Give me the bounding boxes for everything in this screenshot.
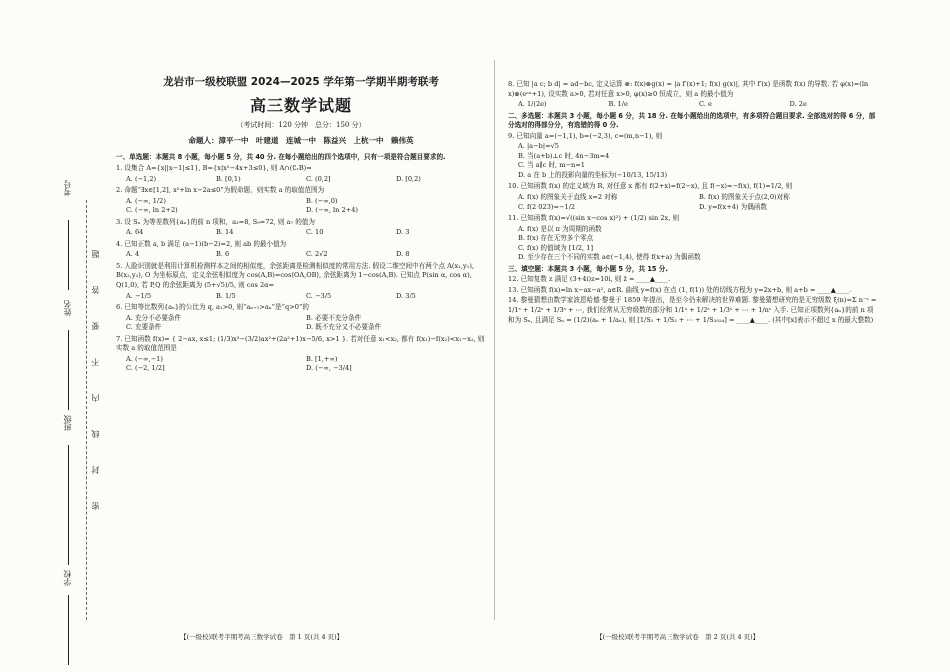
option: D. 3 <box>396 228 410 237</box>
option: D. 3/5 <box>396 291 416 300</box>
option: D. a 在 b 上的投影向量的坐标为(−10/13, 15/13) <box>518 170 668 179</box>
question-13: 13. 已知函数 f(x)=ln x−ax−a², a∈R. 曲线 y=f(x) 在点 (1, f(1)) 处的切线方程为 y=2x+b, 则 a+b = ____▲____. <box>508 285 852 294</box>
subject-title: 高三数学试题 <box>249 96 352 116</box>
right-column <box>508 80 880 326</box>
question-5-options <box>126 292 486 302</box>
option: C. (0,2] <box>306 174 331 183</box>
question-12: 12. 已知复数 z 满足 (3+4i)z=10i, 则 z̄ = ____▲____. <box>508 275 671 284</box>
option: D. 2e <box>789 100 807 109</box>
question-11: 11. 已知函数 f(x)=√((sin x−cos x)²) + (1/2) sin 2x, 则 <box>508 214 680 223</box>
question-4-options <box>126 250 486 260</box>
question-9-options <box>518 142 880 180</box>
question-4: 4. 已知正数 a, b 满足 (a−1)(b−2)=2, 则 ab 的最小值为 <box>116 239 287 248</box>
column-divider <box>494 60 495 620</box>
option: B. f(x) 的图象关于点(2,0)对称 <box>699 193 790 202</box>
exam-info: （考试时间：120 分钟 总分：150 分） <box>236 121 366 130</box>
option: B. 1/e <box>608 100 628 109</box>
question-8: 8. 已知 |a c; b d| = ad−bc, 定义运算 ⊗: f(x)⊗g(x) = |a f′(x)+1; f(x) g(x)|, 其中 f′(x) 是函数 f(x) 的导数. 若 φ(x)=(ln x)⊗(eᵃˣ+1), 设实数 a>0, 若对任意 x>0, φ(x)≥0 恒成立，则 a 的最小值为 <box>508 80 869 98</box>
option: D. y=f(x+4) 为偶函数 <box>699 202 767 211</box>
option: B. 必要不充分条件 <box>306 313 362 322</box>
option: D. (−∞, ln 2+4) <box>306 206 358 215</box>
option: B. 当(a+b)⊥c 时, 4n−3m=4 <box>518 151 610 160</box>
school-line <box>68 595 69 665</box>
footer-right: 【(一级校)联考半期考高三数学试卷 第 2 页(共 4 页)】 <box>596 633 760 641</box>
seal-text: 密 封 线 内 不 要 答 题 <box>91 240 100 510</box>
option: B. 14 <box>216 228 234 237</box>
name-label: 姓名 <box>63 300 72 316</box>
exam-title: 龙岩市一级校联盟 2024—2025 学年第一学期半期考联考 <box>163 76 439 88</box>
question-2-options <box>126 197 486 216</box>
option: B. 6 <box>216 250 230 259</box>
option: A. (−1,2) <box>126 174 157 183</box>
option: B. [0,1) <box>216 174 241 183</box>
option: A. (−∞, 1/2) <box>126 196 166 205</box>
question-7: 7. 已知函数 f(x)= { 2−ax, x≤1; (1/3)x³−(3/2)ax²+(2a²+1)x−5/6, x>1 }. 若对任意 x₁<x₂, 都有 f(x₁)−f(x₂)<x₁−x₂, 则实数 a 的取值范围是 <box>116 334 485 353</box>
authors: 命题人：漳平一中 叶建道 连城一中 陈益兴 上杭一中 赖伟英 <box>188 135 414 145</box>
question-10: 10. 已知函数 f(x) 的定义域为 R, 对任意 x 都有 f(2+x)=f(2−x), 且 f(−x)=−f(x), f(1)=1/2, 则 <box>508 182 793 191</box>
question-5: 5. 人脸识别就是利用计算机检测样本之间的相似度，余弦距离是检测相似度的常用方法. 假设二维空间中有两个点 A(x₁,y₁), B(x₂,y₂), O 为坐标原点，定义余弦相似度为 cos(A,B)=cos⟨OA,OB⟩, 余弦距离为 1−cos(A,B). 已知点 P(sin α, cos α), Q(1,0), 若 P,Q 的余弦距离为 (5+√5)/5, 则 cos 2α= <box>116 261 475 289</box>
option: D. (−∞, −3/4] <box>306 364 352 373</box>
option: B. f(x) 存在无穷多个零点 <box>518 234 594 243</box>
seal-dashed-line <box>86 200 87 620</box>
option: C. 10 <box>306 228 324 237</box>
question-9: 9. 已知向量 a=(−1,1), b=(−2,3), c=(m,n−1), 则 <box>508 131 663 140</box>
question-3: 3. 设 Sₙ 为等差数列{aₙ}的前 n 项和，a₃=8, S₉=72, 则 a₇ 的值为 <box>116 217 315 226</box>
option: A. (−∞,−1) <box>126 354 163 363</box>
option: B. (−∞,0) <box>306 196 338 205</box>
option: D. 既不充分又不必要条件 <box>306 323 382 332</box>
question-2: 2. 命题“∃x∈[1,2], x²+ln x−2a≤0”为假命题，则实数 a 的取值范围为 <box>116 186 325 195</box>
question-6: 6. 已知等比数列{aₙ}的公比为 q, a₁>0, 则“aₙ₊₁>aₙ”是“q>0”的 <box>116 303 309 312</box>
section-2-header: 二、多选题：本题共 3 小题，每小题 6 分，共 18 分. 在每小题给出的选项中，有多项符合题目要求. 全部选对的得 6 分，部分选对的得部分分，有选错的得 0 分. <box>508 111 876 130</box>
option: C. f(x) 的值域为 [1/2, 1] <box>518 243 594 252</box>
question-1: 1. 设集合 A={x||x−1|≤1}, B={x|x²−4x+3≤0}, 则 A∩(∁ᵣB)= <box>116 163 312 172</box>
option: A. |a−b|=√5 <box>518 142 559 151</box>
option: D. [0,2) <box>396 174 421 183</box>
option: D. 至少存在三个不同的实数 a∈(−1,4), 使得 f(x+a) 为偶函数 <box>518 253 701 262</box>
option: C. 当 a∥c 时, m−n=1 <box>518 161 585 170</box>
question-10-options <box>518 193 880 212</box>
section-1-header: 一、单选题：本题共 8 小题，每小题 5 分，共 40 分. 在每小题给出的四个选项中，只有一项是符合题目要求的. <box>116 153 446 162</box>
option: A. 1/(2e) <box>518 100 547 109</box>
question-1-options <box>126 175 486 185</box>
left-column <box>116 75 486 376</box>
option: C. (−2, 1/2] <box>126 364 165 373</box>
school-label: 学校 <box>63 570 72 586</box>
option: C. f(2 023)=−1/2 <box>518 202 576 211</box>
exam-no-line <box>68 220 69 290</box>
question-3-options <box>126 228 486 238</box>
option: A. −1/5 <box>126 291 152 300</box>
question-8-options <box>518 100 880 110</box>
option: D. 8 <box>396 250 410 259</box>
option: A. f(x) 的图象关于直线 x=2 对称 <box>518 193 618 202</box>
option: B. [1,+∞) <box>306 354 338 363</box>
option: C. (−∞, ln 2+2) <box>126 206 178 215</box>
option: C. 2√2 <box>306 250 328 259</box>
class-label: 班级 <box>63 415 72 431</box>
option: A. 64 <box>126 228 144 237</box>
option: C. 充要条件 <box>126 323 162 332</box>
section-3-header: 三、填空题：本题共 3 小题，每小题 5 分，共 15 分. <box>508 264 668 273</box>
option: C. −3/5 <box>306 291 332 300</box>
question-6-options <box>126 314 486 333</box>
exam-no-label: 考号 <box>63 180 72 196</box>
question-14: 14. 黎曼猜想由数学家波恩哈德·黎曼于 1859 年提出，是至今仍未解决的世界难题. 黎曼猜想研究的是无穷级数 ξ(n)=Σ n⁻ˢ = 1/1ˢ + 1/2ˢ + 1/3ˢ + ⋯, 我们经常从无穷级数的部分和 1/1ˢ + 1/2ˢ + 1/3ˢ + ⋯ + 1/nˢ 入手. 已知正项数列{aₙ}的前 n 项和为 Sₙ, 且满足 Sₙ = (1/2)(aₙ + 1/aₙ), 则 [1/S₁ + 1/S₂ + ⋯ + 1/S₂₀₂₄] = ____▲____. (其中[x]表示不超过 x 的最大整数) <box>508 296 877 324</box>
option: C. e <box>699 100 712 109</box>
footer-left: 【(一级校)联考半期考高三数学试卷 第 1 页(共 4 页)】 <box>180 633 344 641</box>
class-line <box>68 445 69 565</box>
question-7-options <box>126 355 486 374</box>
name-line <box>68 330 69 410</box>
option: A. 4 <box>126 250 140 259</box>
option: A. f(x) 是以 π 为周期的函数 <box>518 224 602 233</box>
question-11-options <box>518 225 880 263</box>
option: B. 1/5 <box>216 291 236 300</box>
option: A. 充分不必要条件 <box>126 313 182 322</box>
